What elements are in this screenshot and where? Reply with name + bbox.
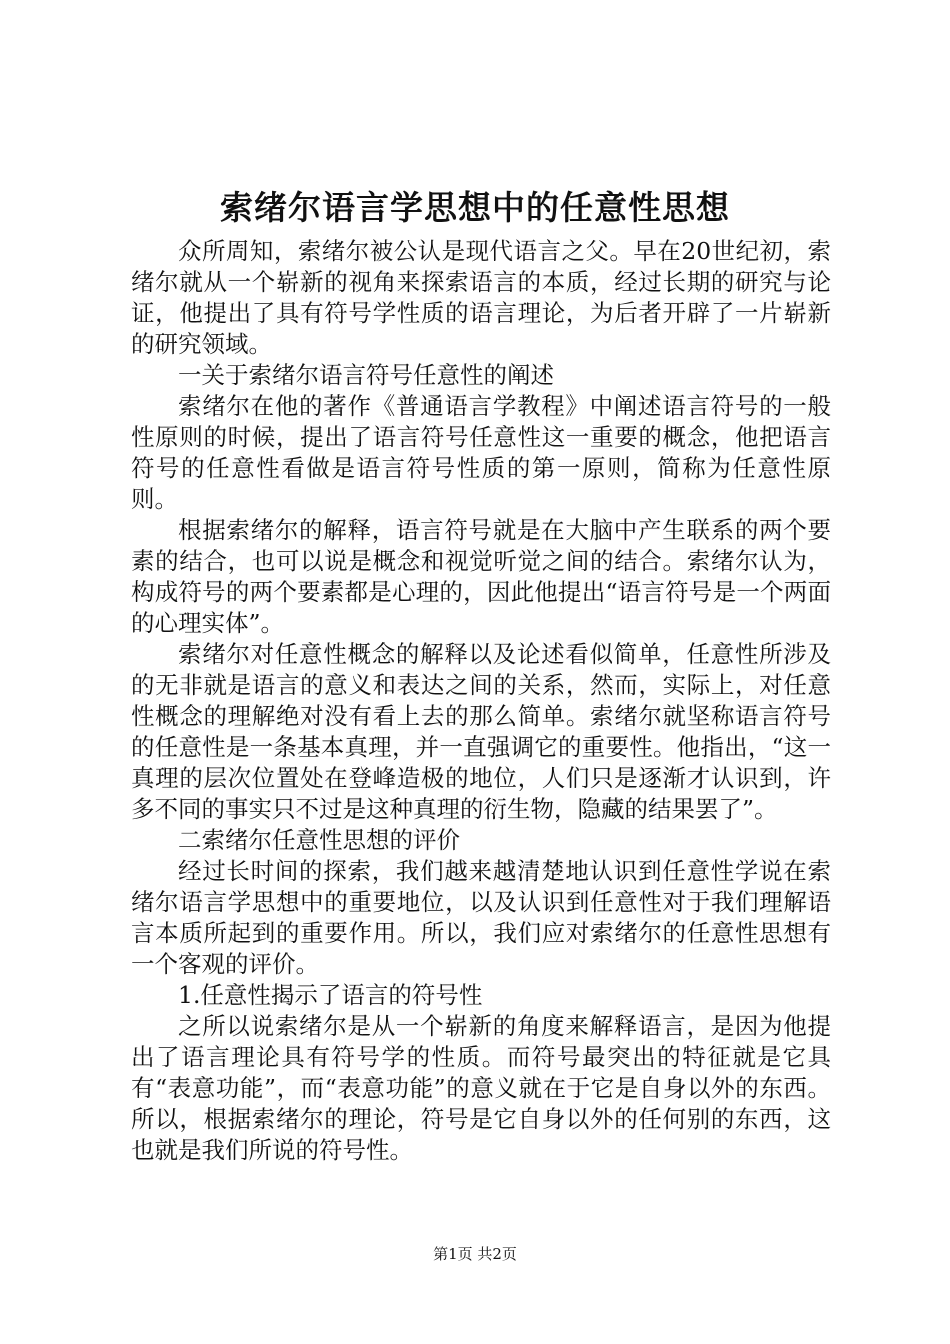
paragraph: 索绪尔在他的著作《普通语言学教程》中阐述语言符号的一般性原则的时候，提出了语言符号任意性这一重要的概念，他把语言符号的任意性看做是语言符号性质的第一原则，简称为任意性原则。	[131, 392, 831, 513]
section-heading-1: 一关于索绪尔语言符号任意性的阐述	[178, 361, 554, 389]
document-body	[131, 236, 831, 1166]
paragraph: 索绪尔对任意性概念的解释以及论述看似简单，任意性所涉及的无非就是语言的意义和表达之间的关系，然而，实际上，对任意性概念的理解绝对没有看上去的那么简单。索绪尔就坚称语言符号的任意性是一条基本真理，并一直强调它的重要性。他指出，“这一真理的层次位置处在登峰造极的地位，人们只是逐渐才认识到，许多不同的事实只不过是这种真理的衍生物，隐藏的结果罢了”。	[131, 640, 831, 823]
paragraph: 之所以说索绪尔是从一个崭新的角度来解释语言，是因为他提出了语言理论具有符号学的性质。而符号最突出的特征就是它具有“表意功能”，而“表意功能”的意义就在于它是自身以外的东西。所以，根据索绪尔的理论，符号是它自身以外的任何别的东西，这也就是我们所说的符号性。	[131, 1012, 831, 1164]
section-heading-2: 二索绪尔任意性思想的评价	[178, 826, 460, 854]
paragraph-intro: 众所周知，索绪尔被公认是现代语言之父。早在20世纪初，索绪尔就从一个崭新的视角来探索语言的本质，经过长期的研究与论证，他提出了具有符号学性质的语言理论，为后者开辟了一片崭新的研究领域。	[131, 237, 831, 358]
subsection-heading-1: 1.任意性揭示了语言的符号性	[178, 981, 483, 1009]
page-number-footer: 第1页 共2页	[433, 1245, 517, 1263]
document-title: 索绪尔语言学思想中的任意性思想	[220, 188, 730, 227]
paragraph: 根据索绪尔的解释，语言符号就是在大脑中产生联系的两个要素的结合，也可以说是概念和视觉听觉之间的结合。索绪尔认为，构成符号的两个要素都是心理的，因此他提出“语言符号是一个两面的心理实体”。	[131, 516, 831, 637]
paragraph: 经过长时间的探索，我们越来越清楚地认识到任意性学说在索绪尔语言学思想中的重要地位，以及认识到任意性对于我们理解语言本质所起到的重要作用。所以，我们应对索绪尔的任意性思想有一个客观的评价。	[131, 857, 831, 978]
